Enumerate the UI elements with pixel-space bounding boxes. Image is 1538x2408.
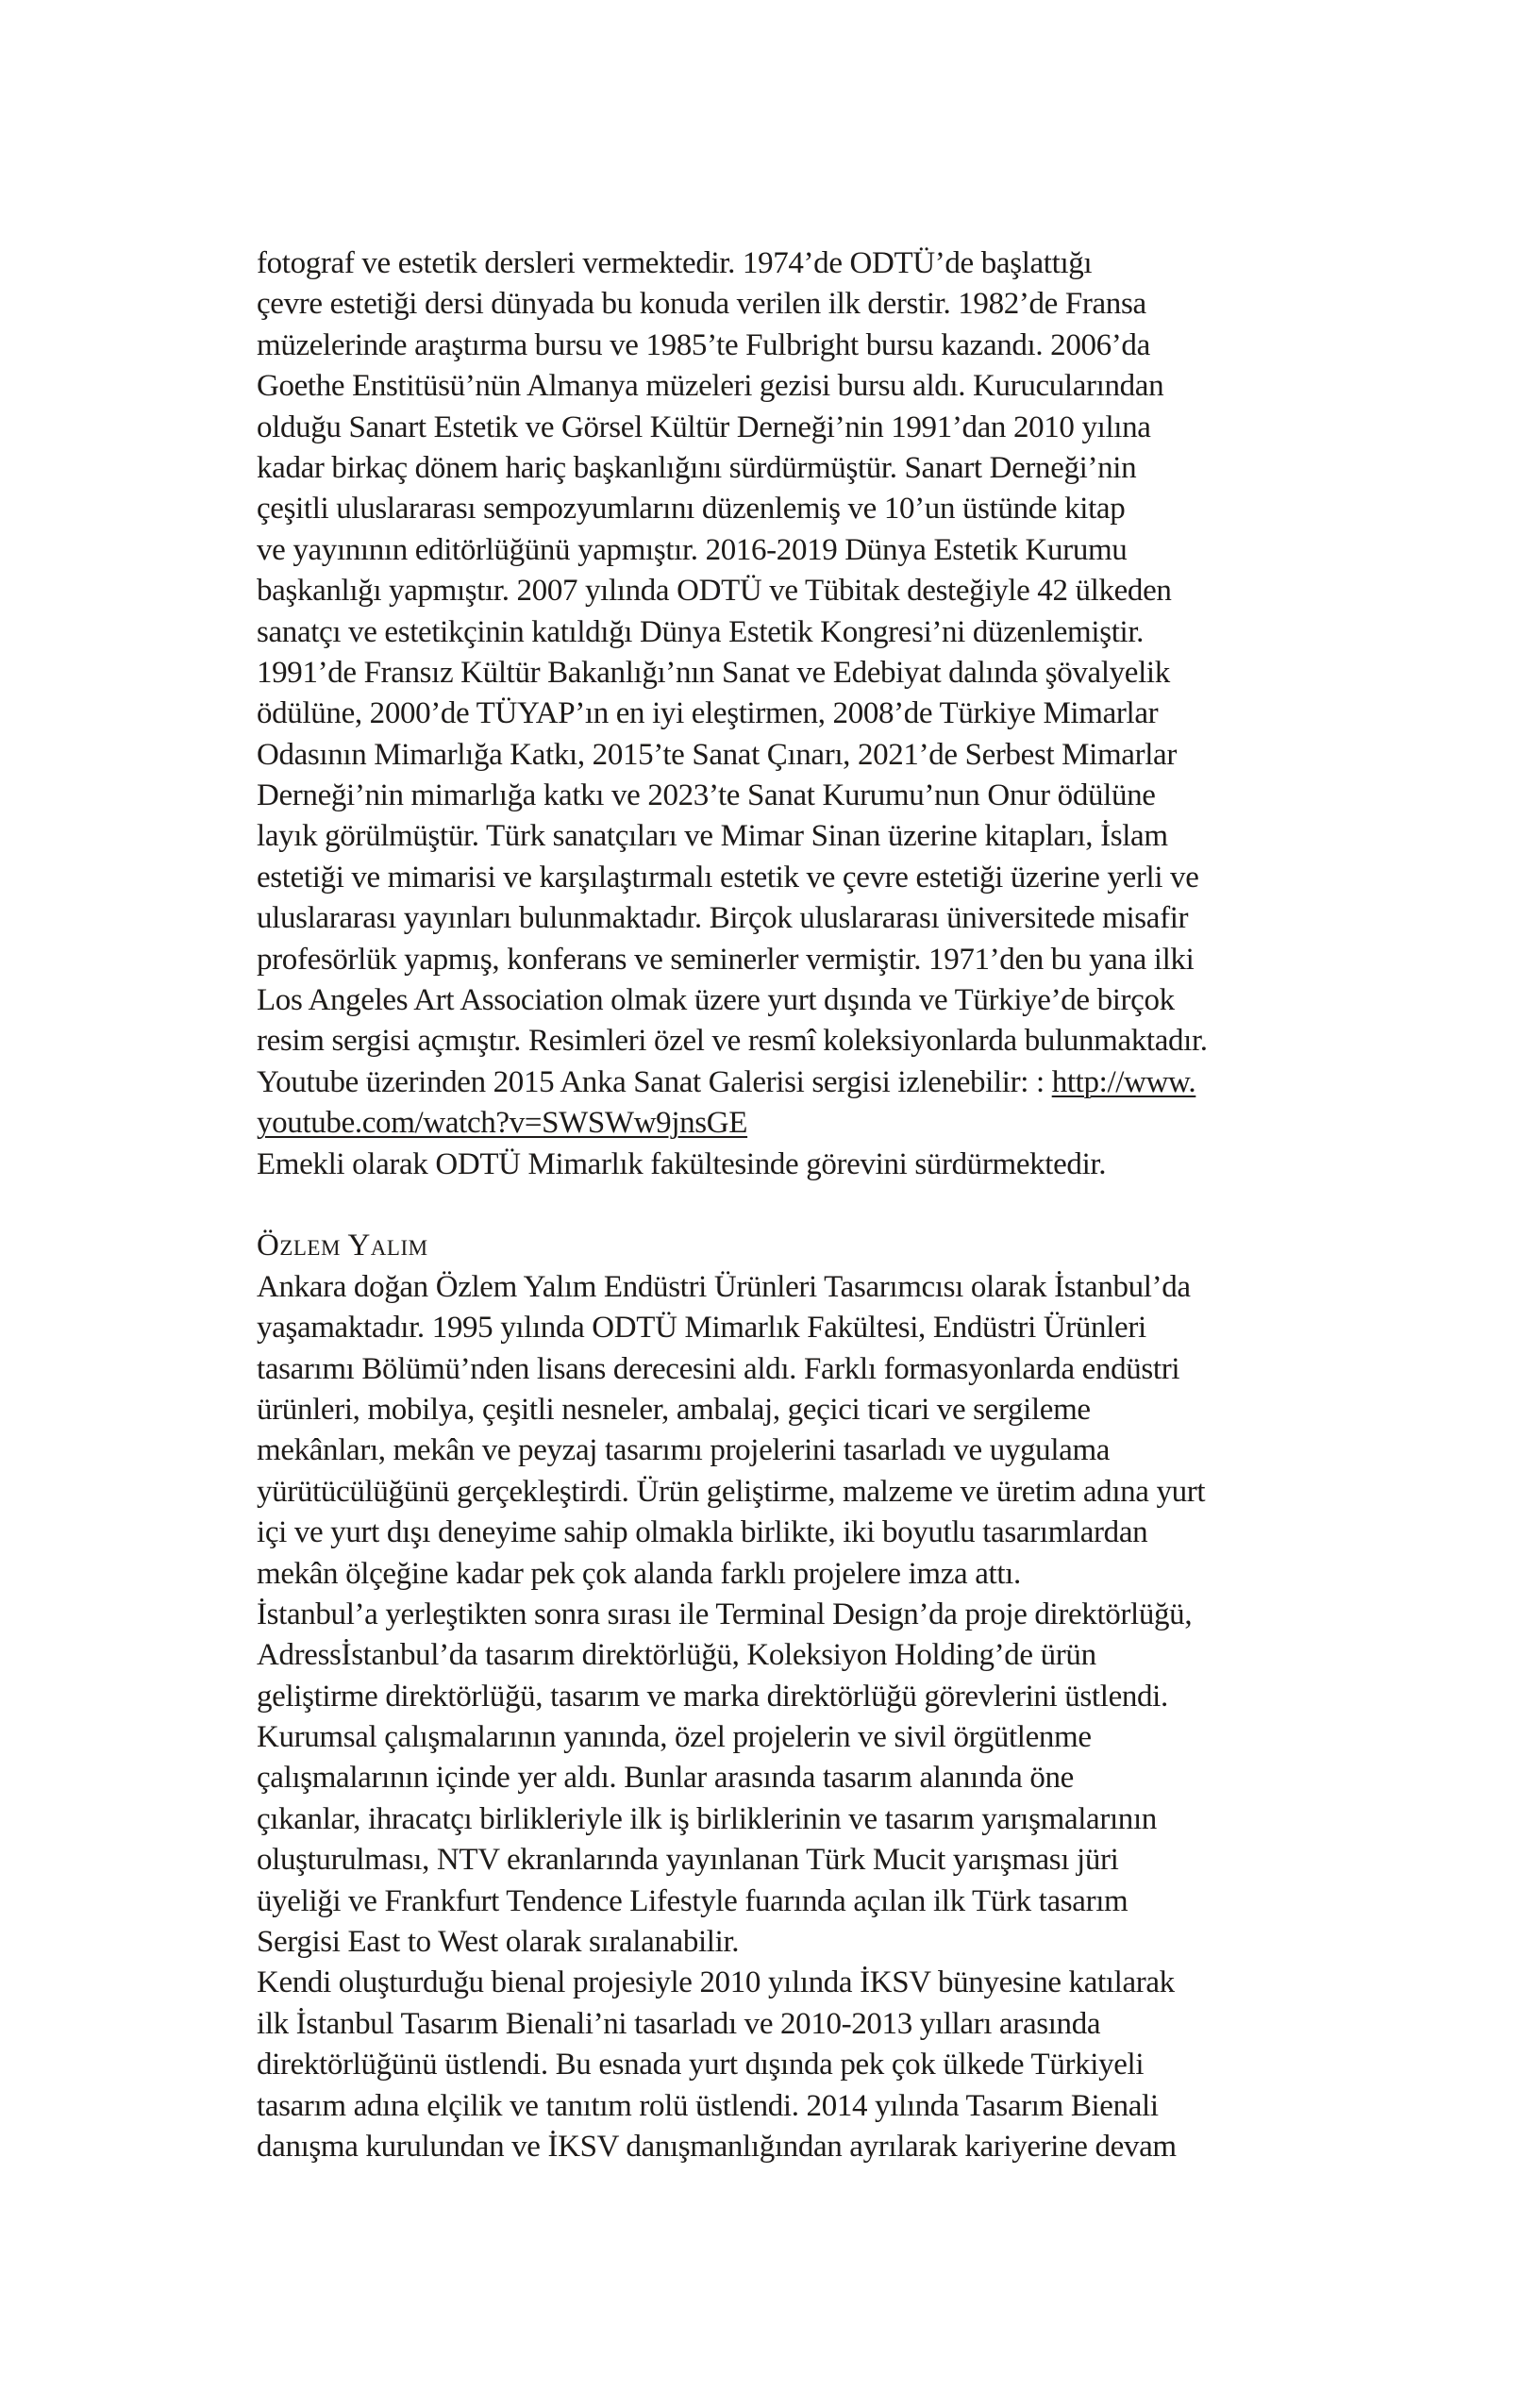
text-line: çıkanlar, ihracatçı birlikleriyle ilk iş birliklerinin ve tasarım yarışmalarının <box>257 1801 1157 1836</box>
text-line: Kurumsal çalışmalarının yanında, özel projelerin ve sivil örgütlenme <box>257 1720 1092 1755</box>
text-line: Los Angeles Art Association olmak üzere yurt dışında ve Türkiye’de birçok <box>257 983 1175 1018</box>
text-line: Goethe Enstitüsü’nün Almanya müzeleri gezisi bursu aldı. Kurucularından <box>257 369 1164 404</box>
youtube-link-part1[interactable]: http://www. <box>1051 1064 1196 1099</box>
text-line: direktörlüğünü üstlendi. Bu esnada yurt dışında pek çok ülkede Türkiyeli <box>257 2048 1145 2082</box>
text-line: İstanbul’a yerleştikten sonra sırası ile Terminal Design’da proje direktörlüğü, <box>257 1597 1193 1631</box>
text-line: sanatçı ve estetikçinin katıldığı Dünya Estetik Kongresi’ni düzenlemiştir. <box>257 614 1145 649</box>
youtube-line-continued <box>257 1103 1332 1144</box>
text-line: olduğu Sanart Estetik ve Görsel Kültür Derneği’nin 1991’dan 2010 yılına <box>257 410 1151 444</box>
text-line: yürütücülüğünü gerçekleştirdi. Ürün geliştirme, malzeme ve üretim adına yurt <box>257 1474 1206 1509</box>
text-line: Kendi oluşturduğu bienal projesiyle 2010 yılında İKSV bünyesine katılarak <box>257 1965 1175 2000</box>
text-line: çevre estetiği dersi dünyada bu konuda verilen ilk derstir. 1982’de Fransa <box>257 287 1146 322</box>
text-line: Adressİstanbul’da tasarım direktörlüğü, Koleksiyon Holding’de ürün <box>257 1638 1096 1673</box>
text-line: profesörlük yapmış, konferans ve seminerler vermiştir. 1971’den bu yana ilki <box>257 942 1195 977</box>
text-line: başkanlığı yapmıştır. 2007 yılında ODTÜ ve Tübitak desteğiyle 42 ülkeden <box>257 574 1172 609</box>
text-line: ürünleri, mobilya, çeşitli nesneler, ambalaj, geçici ticari ve sergileme <box>257 1392 1091 1427</box>
text-line: tasarımı Bölümü’nden lisans derecesini aldı. Farklı formasyonlarda endüstri <box>257 1351 1180 1386</box>
text-line: danışma kurulundan ve İKSV danışmanlığından ayrılarak kariyerine devam <box>257 2129 1177 2164</box>
person-name-heading: Özlem Yalım <box>257 1229 428 1263</box>
text-line: 1991’de Fransız Kültür Bakanlığı’nın Sanat ve Edebiyat dalında şövalyelik <box>257 655 1170 690</box>
text-line: oluşturulması, NTV ekranlarında yayınlanan Türk Mucit yarışması jüri <box>257 1843 1119 1878</box>
text-line: kadar birkaç dönem hariç başkanlığını sürdürmüştür. Sanart Derneği’nin <box>257 450 1137 485</box>
youtube-link-part2[interactable]: youtube.com/watch?v=SWSWw9jnsGE <box>257 1106 748 1141</box>
text-line: geliştirme direktörlüğü, tasarım ve marka direktörlüğü görevlerini üstlendi. <box>257 1679 1168 1714</box>
section-gap <box>257 1185 1332 1226</box>
text-line: Sergisi East to West olarak sıralanabilir. <box>257 1925 740 1960</box>
text-line: ilk İstanbul Tasarım Bienali’ni tasarladı ve 2010-2013 yılları arasında <box>257 2006 1101 2041</box>
text-line: mekânları, mekân ve peyzaj tasarımı projelerini tasarladı ve uygulama <box>257 1433 1111 1468</box>
text-line: içi ve yurt dışı deneyime sahip olmakla birlikte, iki boyutlu tasarımlardan <box>257 1515 1148 1550</box>
text-line: üyeliği ve Frankfurt Tendence Lifestyle fuarında açılan ilk Türk tasarım <box>257 1883 1128 1918</box>
biography-section-2 <box>257 1226 1332 2167</box>
text-line: Derneği’nin mimarlığa katkı ve 2023’te Sanat Kurumu’nun Onur ödülüne <box>257 778 1156 813</box>
text-line: estetiği ve mimarisi ve karşılaştırmalı estetik ve çevre estetiği üzerine yerli ve <box>257 860 1199 895</box>
text-line: fotograf ve estetik dersleri vermektedir. 1974’de ODTÜ’de başlattığı <box>257 246 1093 280</box>
youtube-line <box>257 1062 1332 1103</box>
text-line: çeşitli uluslararası sempozyumlarını düzenlemiş ve 10’un üstünde kitap <box>257 492 1126 527</box>
text-line: ödülüne, 2000’de TÜYAP’ın en iyi eleştirmen, 2008’de Türkiye Mimarlar <box>257 696 1159 731</box>
text-line: mekân ölçeğine kadar pek çok alanda farklı projelere imza attı. <box>257 1556 1021 1591</box>
text-line: Ankara doğan Özlem Yalım Endüstri Ürünleri Tasarımcısı olarak İstanbul’da <box>257 1269 1191 1304</box>
text-line: Odasının Mimarlığa Katkı, 2015’te Sanat Çınarı, 2021’de Serbest Mimarlar <box>257 737 1177 772</box>
text-line: çalışmalarının içinde yer aldı. Bunlar arasında tasarım alanında öne <box>257 1761 1074 1796</box>
youtube-prefix-text: Youtube üzerinden 2015 Anka Sanat Galerisi sergisi izlenebilir: : <box>257 1064 1052 1099</box>
text-line: yaşamaktadır. 1995 yılında ODTÜ Mimarlık Fakültesi, Endüstri Ürünleri <box>257 1311 1146 1346</box>
document-page <box>257 243 1332 2167</box>
text-line: resim sergisi açmıştır. Resimleri özel ve resmî koleksiyonlarda bulunmaktadır. <box>257 1024 1208 1059</box>
text-line: tasarım adına elçilik ve tanıtım rolü üstlendi. 2014 yılında Tasarım Bienali <box>257 2088 1159 2123</box>
biography-section-1 <box>257 243 1332 1185</box>
text-line: layık görülmüştür. Türk sanatçıları ve Mimar Sinan üzerine kitapları, İslam <box>257 819 1168 854</box>
closing-line: Emekli olarak ODTÜ Mimarlık fakültesinde görevini sürdürmektedir. <box>257 1146 1107 1181</box>
text-line: ve yayınının editörlüğünü yapmıştır. 2016-2019 Dünya Estetik Kurumu <box>257 532 1128 567</box>
text-line: uluslararası yayınları bulunmaktadır. Birçok uluslararası üniversitede misafir <box>257 901 1189 936</box>
text-line: müzelerinde araştırma bursu ve 1985’te Fulbright bursu kazandı. 2006’da <box>257 327 1150 362</box>
